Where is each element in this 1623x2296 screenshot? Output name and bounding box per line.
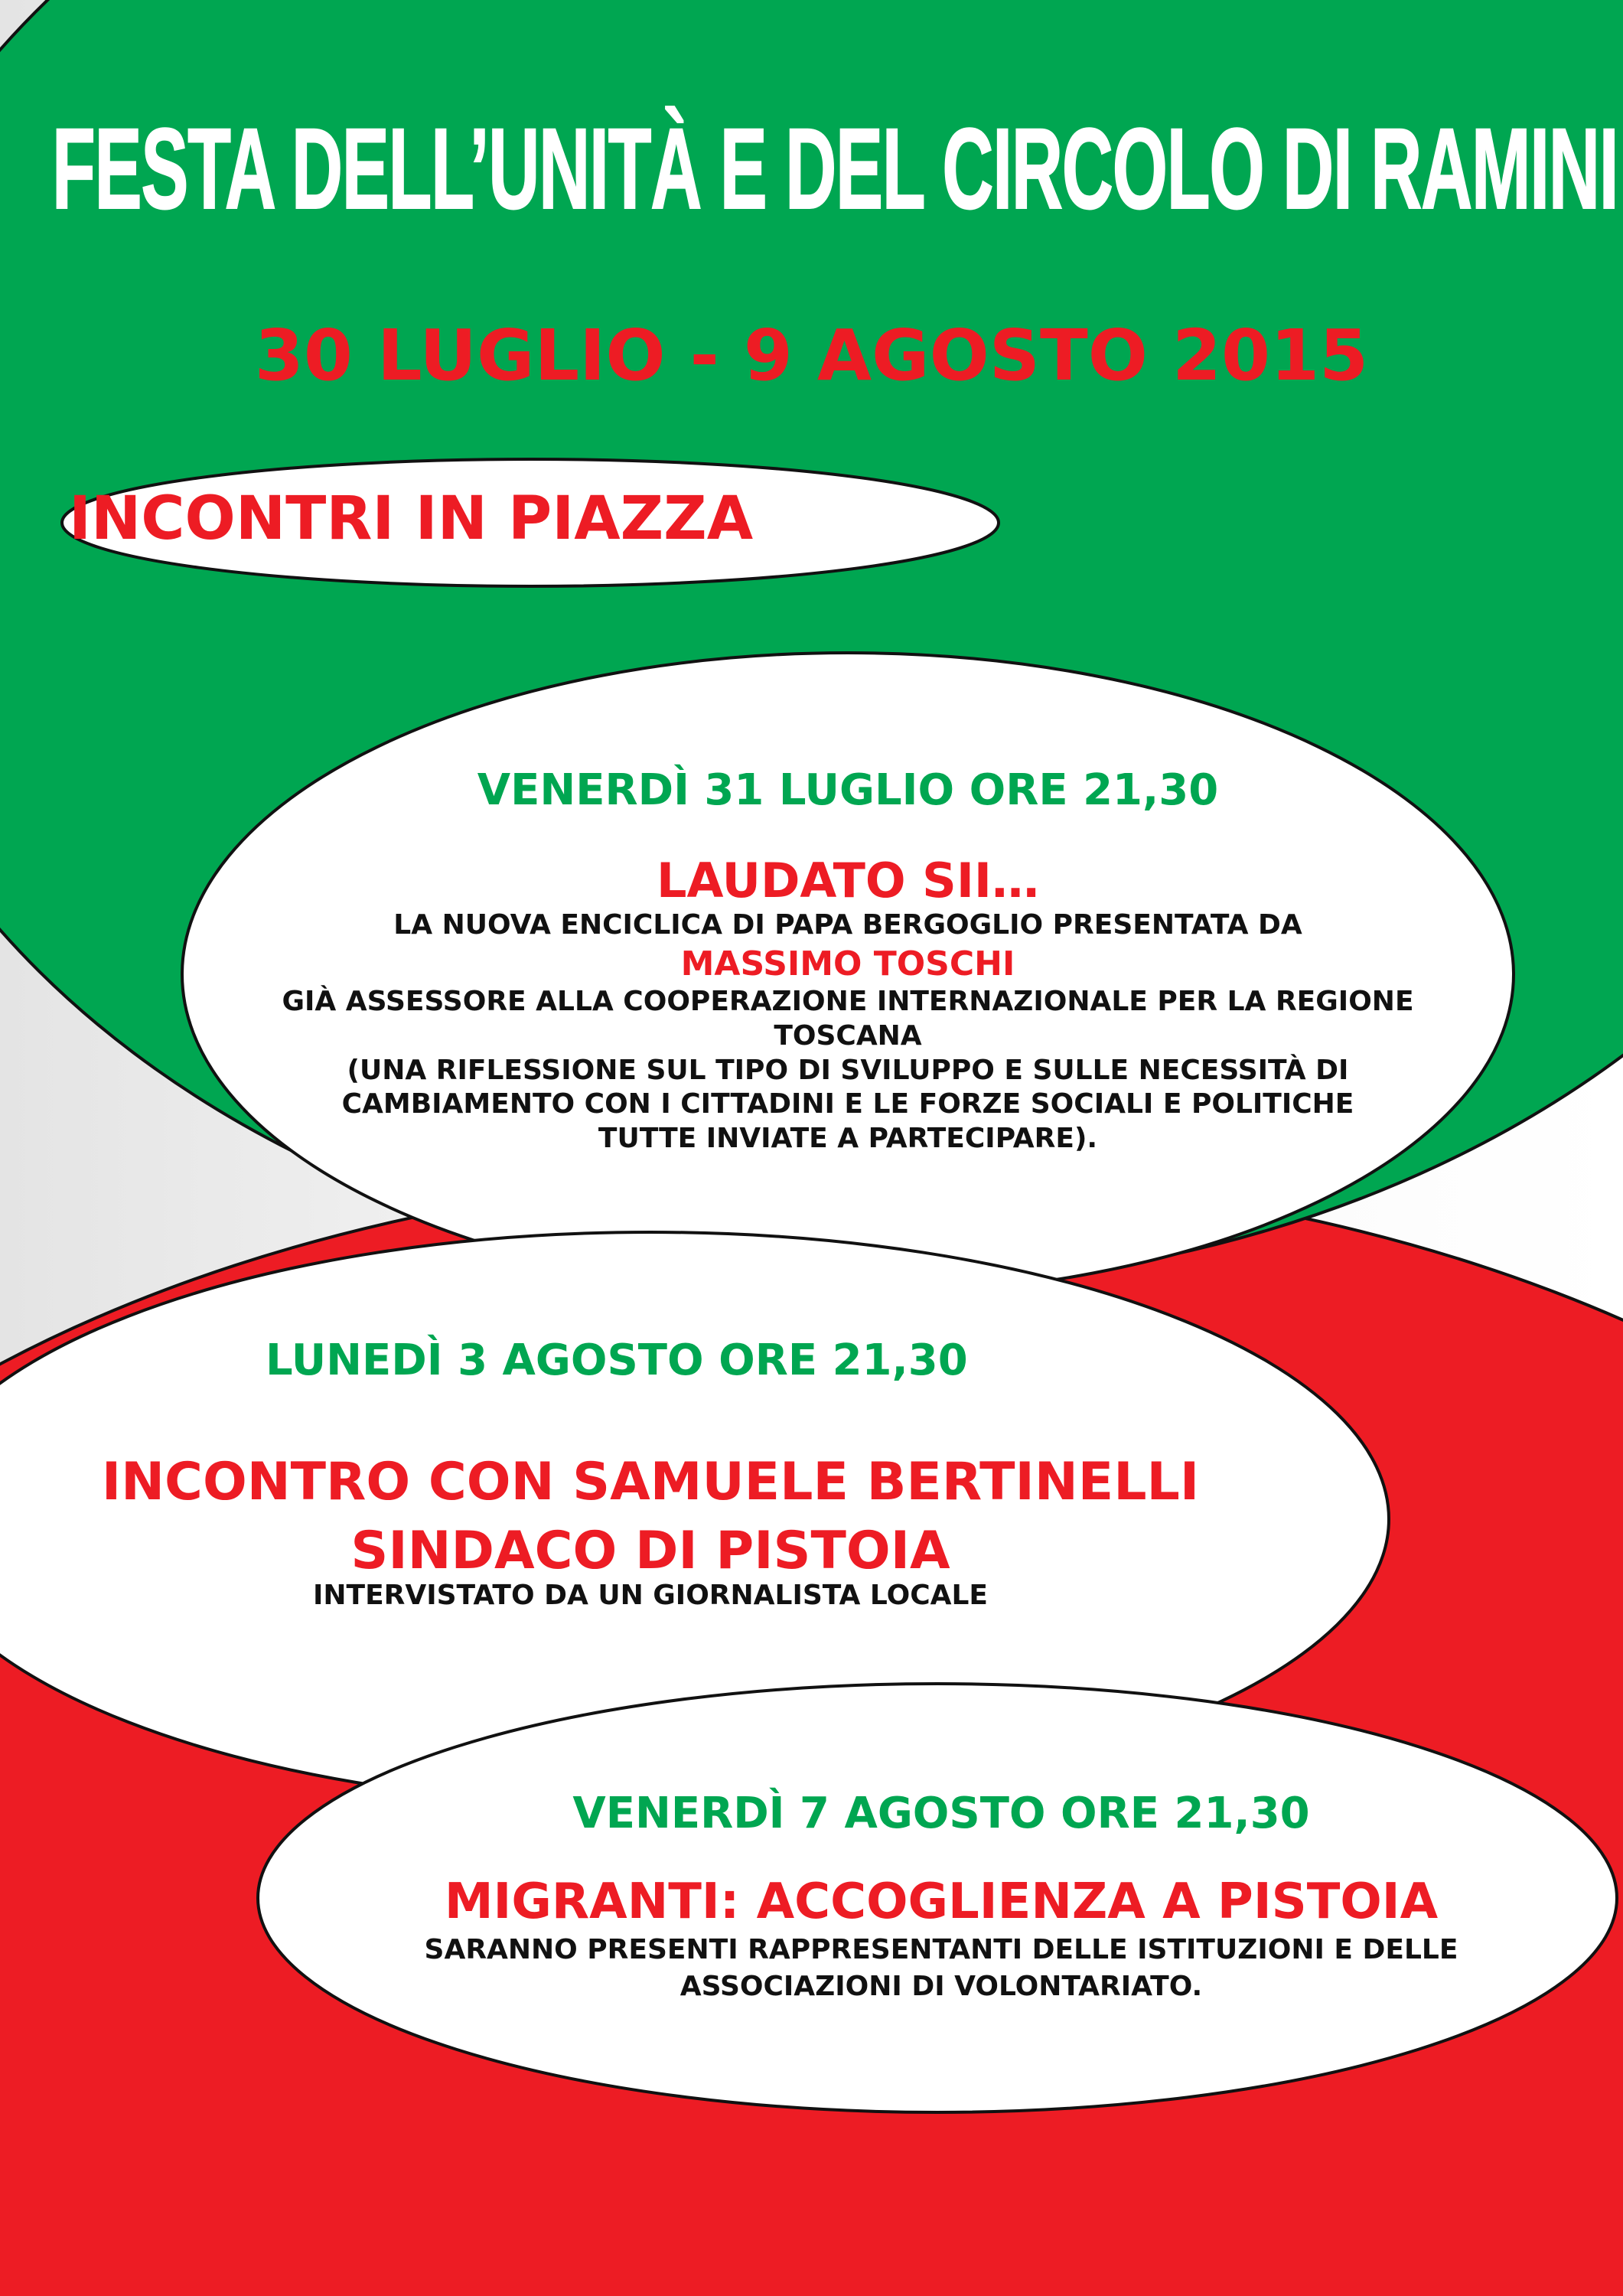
- event-2-datetime: LUNEDÌ 3 AGOSTO ORE 21,30: [266, 1336, 968, 1385]
- event-2-subtitle: SINDACO DI PISTOIA: [350, 1521, 950, 1581]
- event-1-datetime: VENERDÌ 31 LUGLIO ORE 21,30: [477, 765, 1219, 815]
- event-3-title: MIGRANTI: ACCOGLIENZA A PISTOIA: [444, 1874, 1439, 1930]
- event-2-line-1: INTERVISTATO DA UN GIORNALISTA LOCALE: [312, 1580, 989, 1611]
- event-1-line-1: LA NUOVA ENCICLICA DI PAPA BERGOGLIO PRESENTATA DA: [393, 909, 1302, 941]
- poster-title: FESTA DELL’UNITÀ E DEL CIRCOLO DI RAMINI: [52, 104, 1618, 233]
- event-2-title: INCONTRO CON SAMUELE BERTINELLI: [101, 1452, 1200, 1512]
- event-1-line-5: CAMBIAMENTO CON I CITTADINI E LE FORZE SOCIALI E POLITICHE: [341, 1088, 1354, 1120]
- event-3-line-1: SARANNO PRESENTI RAPPRESENTANTI DELLE ISTITUZIONI E DELLE: [424, 1934, 1458, 1965]
- event-3-line-2: ASSOCIAZIONI DI VOLONTARIATO.: [680, 1971, 1203, 2002]
- event-1-line-4: (UNA RIFLESSIONE SUL TIPO DI SVILUPPO E SULLE NECESSITÀ DI: [347, 1055, 1349, 1086]
- festival-dates: 30 LUGLIO - 9 AGOSTO 2015: [254, 315, 1369, 396]
- event-1-line-6: TUTTE INVIATE A PARTECIPARE).: [598, 1123, 1098, 1154]
- event-1-line-2: GIÀ ASSESSORE ALLA COOPERAZIONE INTERNAZIONALE PER LA REGIONE: [282, 986, 1414, 1017]
- section-label: INCONTRI IN PIAZZA: [69, 484, 754, 553]
- event-1-title: LAUDATO SII…: [657, 853, 1039, 908]
- event-3-datetime: VENERDÌ 7 AGOSTO ORE 21,30: [572, 1789, 1310, 1838]
- event-1-line-3: TOSCANA: [774, 1020, 922, 1052]
- event-1-speaker: MASSIMO TOSCHI: [680, 944, 1015, 983]
